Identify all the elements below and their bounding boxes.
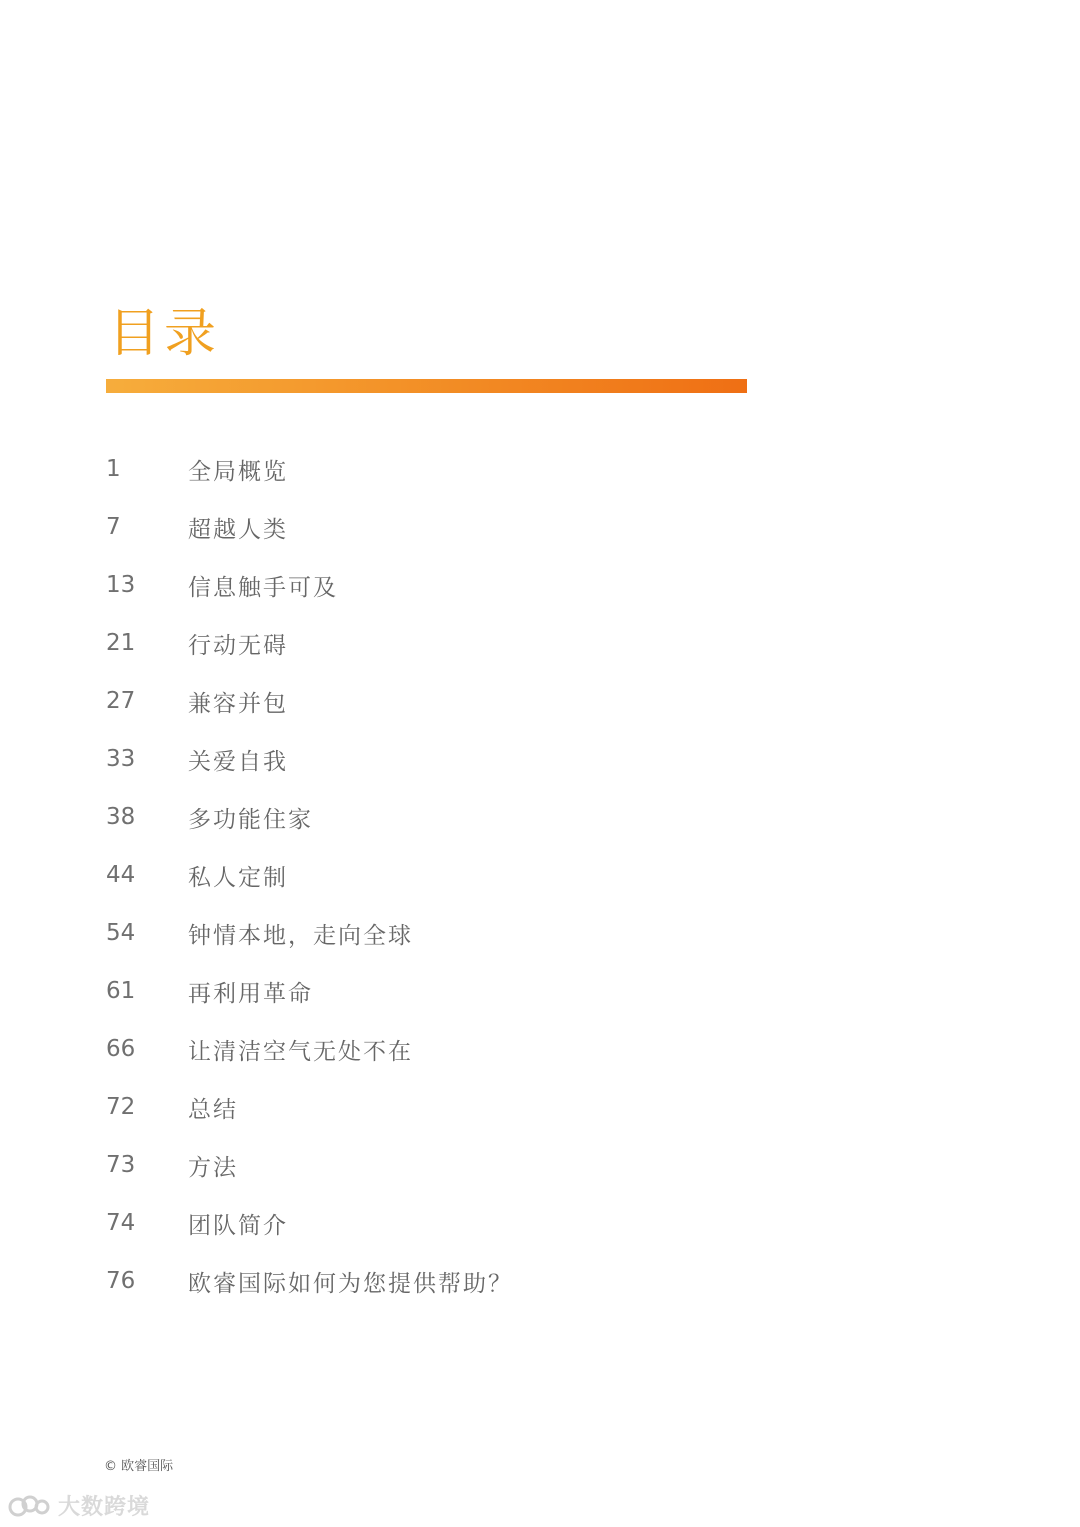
toc-page-number: 21 <box>106 630 136 656</box>
toc-entry-label: 兼容并包 <box>188 690 288 717</box>
footer-copyright: © 欧睿国际 <box>104 1459 174 1474</box>
title-underline-bar <box>106 379 747 393</box>
toc-page-number: 33 <box>106 746 136 772</box>
watermark <box>8 1490 150 1521</box>
toc-entry-label: 总结 <box>188 1096 238 1123</box>
toc-page-number: 44 <box>106 862 136 888</box>
toc-entry-label: 方法 <box>188 1154 238 1181</box>
toc-page-number: 38 <box>106 804 136 830</box>
page-title: 目录 <box>108 304 221 364</box>
toc-entry-label: 全局概览 <box>188 458 288 485</box>
toc-entry-label: 私人定制 <box>188 864 288 891</box>
toc-page-number: 72 <box>106 1094 136 1120</box>
toc-page-number: 13 <box>106 572 136 598</box>
watermark-logo-icon <box>8 1492 52 1520</box>
toc-entry-label: 关爱自我 <box>188 748 288 775</box>
toc-page-number: 27 <box>106 688 136 714</box>
toc-entry-label: 团队简介 <box>188 1212 288 1239</box>
toc-entry-label: 信息触手可及 <box>188 574 338 601</box>
toc-page-number: 76 <box>106 1268 136 1294</box>
toc-entry[interactable] <box>106 1194 513 1252</box>
toc-entry[interactable] <box>106 1020 513 1078</box>
toc-entry-label: 让清洁空气无处不在 <box>188 1038 413 1065</box>
toc-entry-label: 再利用革命 <box>188 980 313 1007</box>
toc-page-number: 7 <box>106 514 121 540</box>
toc-entry[interactable] <box>106 788 513 846</box>
toc-entry-label: 行动无碍 <box>188 632 288 659</box>
toc-entry-label: 钟情本地，走向全球 <box>188 922 413 949</box>
toc-page-number: 1 <box>106 456 121 482</box>
toc-entry-label: 超越人类 <box>188 516 288 543</box>
toc-page-number: 54 <box>106 920 136 946</box>
toc-entry-label: 多功能住家 <box>188 806 313 833</box>
toc-entry[interactable] <box>106 672 513 730</box>
toc-entry[interactable] <box>106 962 513 1020</box>
toc-entry[interactable] <box>106 730 513 788</box>
toc-entry[interactable] <box>106 904 513 962</box>
toc-entry[interactable] <box>106 614 513 672</box>
toc-page-number: 73 <box>106 1152 136 1178</box>
toc-entry[interactable] <box>106 1078 513 1136</box>
toc-entry-label: 欧睿国际如何为您提供帮助？ <box>188 1270 513 1297</box>
toc-page-number: 74 <box>106 1210 136 1236</box>
toc-entry[interactable] <box>106 1252 513 1310</box>
toc-entry[interactable] <box>106 1136 513 1194</box>
toc-entry[interactable] <box>106 846 513 904</box>
toc-entry[interactable] <box>106 498 513 556</box>
toc-entry[interactable] <box>106 556 513 614</box>
watermark-text: 大数跨境 <box>58 1495 151 1520</box>
toc-entry[interactable] <box>106 440 513 498</box>
toc-page-number: 61 <box>106 978 136 1004</box>
table-of-contents <box>106 440 513 1310</box>
toc-page-number: 66 <box>106 1036 136 1062</box>
